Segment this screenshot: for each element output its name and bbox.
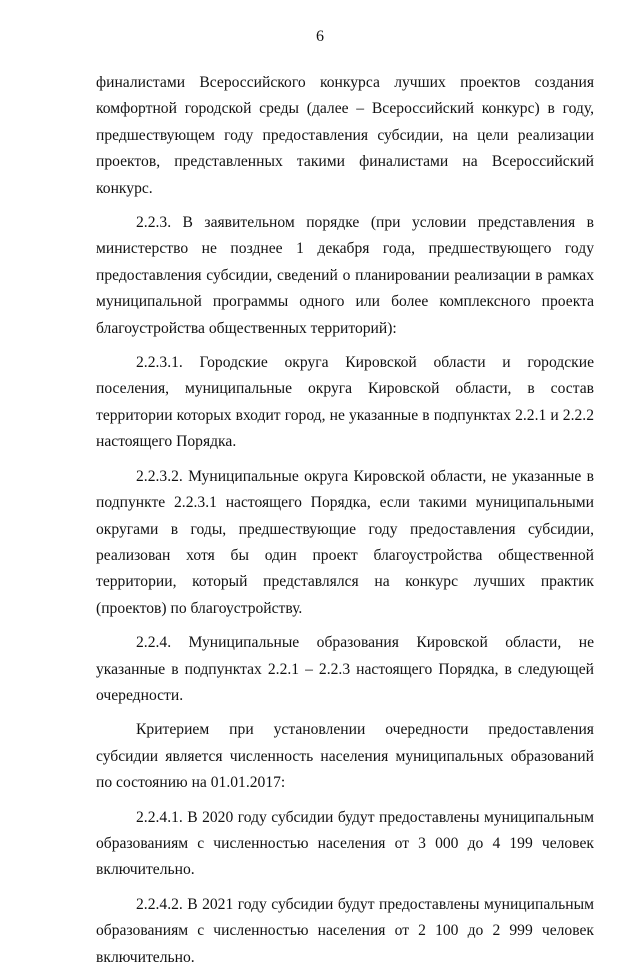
paragraph-2-2-4-2: 2.2.4.2. В 2021 году субсидии будут предоставлены муниципальным образованиям с численностью населения от 2 100 до 2 999 человек включительно.	[96, 895, 594, 966]
paragraph-2-2-4: 2.2.4. Муниципальные образования Кировской области, не указанные в подпунктах 2.2.1 – 2.2.3 настоящего Порядка, в следующей очередности.	[96, 634, 594, 704]
paragraph-finalists-continuation: финалистами Всероссийского конкурса лучших проектов создания комфортной городской среды (далее – Всероссийский конкурс) в году, предшествующем году предоставления субсидии, на цели реализации проектов, представленных такими финалистами на Всероссийский конкурс.	[96, 74, 594, 197]
paragraph-2-2-4-1: 2.2.4.1. В 2020 году субсидии будут предоставлены муниципальным образованиям с численностью населения от 3 000 до 4 199 человек включительно.	[96, 808, 594, 879]
document-body	[96, 70, 594, 971]
page-number: 6	[316, 28, 324, 45]
paragraph-criterion: Критерием при установлении очередности предоставления субсидии является численность населения муниципальных образований по состоянию на 01.01.2017:	[96, 721, 594, 792]
paragraph-2-2-3-1: 2.2.3.1. Городские округа Кировской области и городские поселения, муниципальные округа Кировской области, в состав территории которых входит город, не указанные в подпунктах 2.2.1 и 2.2.2 настоящего Порядка.	[96, 354, 594, 451]
paragraph-2-2-3: 2.2.3. В заявительном порядке (при условии представления в министерство не позднее 1 декабря года, предшествующего году предоставления субсидии, сведений о планировании реализации в рамках муниципальной программы одного или более комплексного проекта благоустройства общественных территорий):	[96, 214, 594, 337]
paragraph-2-2-3-2: 2.2.3.2. Муниципальные округа Кировской области, не указанные в подпункте 2.2.3.1 настоящего Порядка, если такими муниципальными округами в годы, предшествующие году предоставления субсидии, реализован хотя бы один проект благоустройства общественной территории, который представлялся на конкурс лучших практик (проектов) по благоустройству.	[96, 467, 594, 617]
